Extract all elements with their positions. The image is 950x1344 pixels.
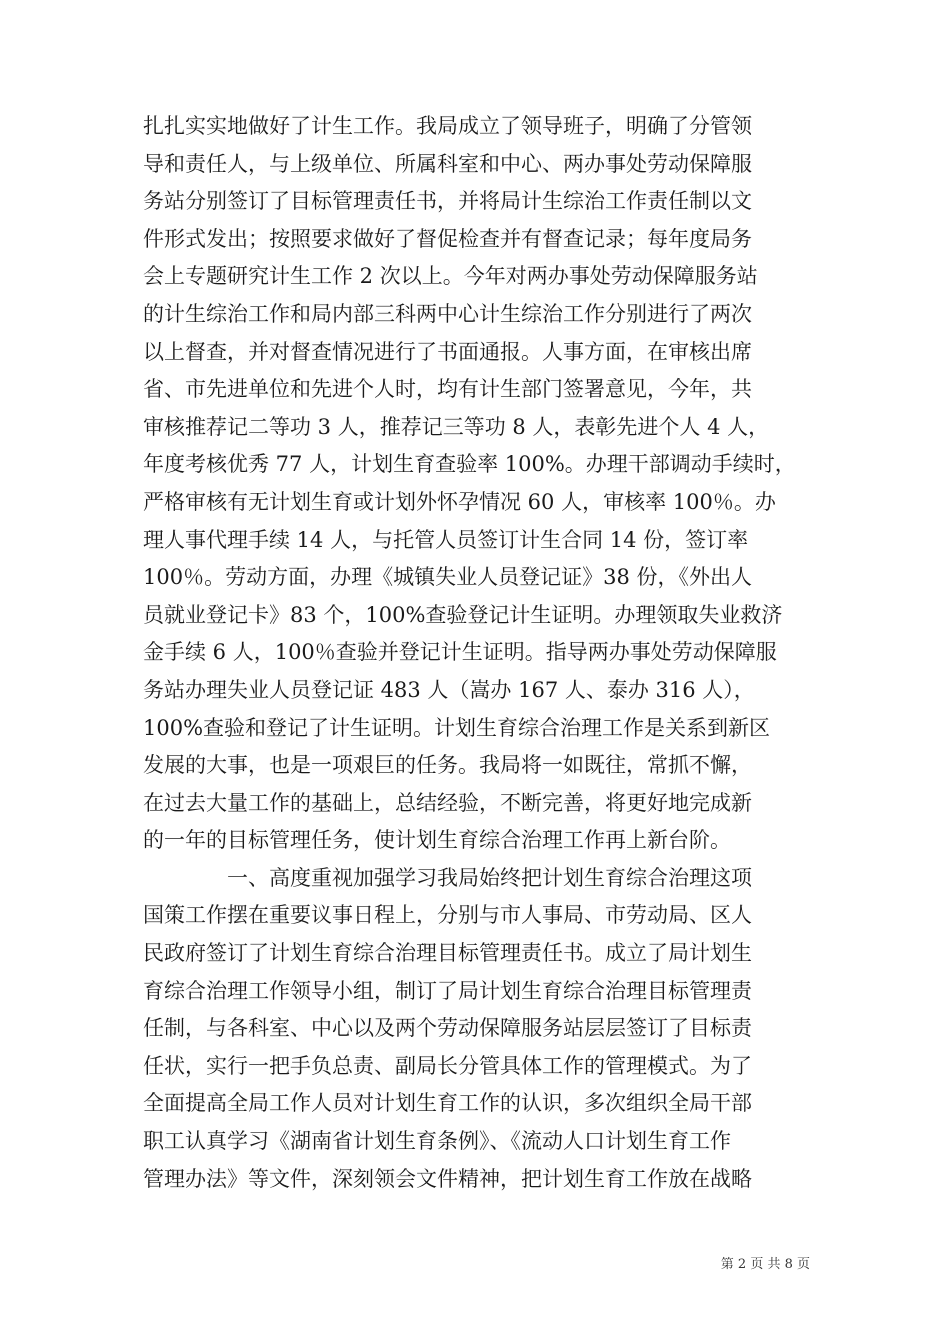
text-line: 会上专题研究计生工作 2 次以上。今年对两办事处劳动保障服务站 xyxy=(143,264,758,289)
text-line: 任状，实行一把手负总责、副局长分管具体工作的管理模式。为了 xyxy=(143,1053,752,1078)
document-body xyxy=(143,108,807,1198)
text-line: 扎扎实实地做好了计生工作。我局成立了领导班子，明确了分管领 xyxy=(143,114,752,138)
text-line: 务站办理失业人员登记证 483 人（嵩办 167 人、泰办 316 人）， xyxy=(143,677,755,702)
text-line: 管理办法》等文件，深刻领会文件精神，把计划生育工作放在战略 xyxy=(143,1166,752,1191)
text-line: 育综合治理工作领导小组，制订了局计划生育综合治理目标管理责 xyxy=(143,978,752,1003)
text-line: 职工认真学习《湖南省计划生育条例》、《流动人口计划生育工作 xyxy=(143,1129,731,1154)
page-number-footer: 第 2 页 共 8 页 xyxy=(720,1257,810,1272)
text-line: 员就业登记卡》83 个，100%查验登记计生证明。办理领取失业救济 xyxy=(143,602,783,627)
text-line: 以上督查，并对督查情况进行了书面通报。人事方面，在审核出席 xyxy=(143,339,752,364)
text-line: 的计生综治工作和局内部三科两中心计生综治工作分别进行了两次 xyxy=(143,301,752,326)
text-line: 国策工作摆在重要议事日程上，分别与市人事局、市劳动局、区人 xyxy=(143,903,752,928)
text-line: 审核推荐记二等功 3 人，推荐记三等功 8 人，表彰先进个人 4 人， xyxy=(143,414,770,439)
text-line: 一、高度重视加强学习我局始终把计划生育综合治理这项 xyxy=(143,865,752,890)
text-line: 全面提高全局工作人员对计划生育工作的认识，多次组织全局干部 xyxy=(143,1091,752,1116)
text-line: 100％。劳动方面，办理《城镇失业人员登记证》38 份，《外出人 xyxy=(143,565,752,590)
text-line: 严格审核有无计划生育或计划外怀孕情况 60 人，审核率 100％。办 xyxy=(143,489,776,514)
text-line: 省、市先进单位和先进个人时，均有计生部门签署意见，今年，共 xyxy=(143,377,752,402)
text-line: 务站分别签订了目标管理责任书，并将局计生综治工作责任制以文 xyxy=(143,189,752,214)
text-line: 件形式发出；按照要求做好了督促检查并有督查记录；每年度局务 xyxy=(143,226,752,251)
text-line: 发展的大事，也是一项艰巨的任务。我局将一如既往，常抓不懈， xyxy=(143,753,752,778)
text-line: 年度考核优秀 77 人，计划生育查验率 100%。办理干部调动手续时， xyxy=(143,452,796,477)
text-line: 导和责任人，与上级单位、所属科室和中心、两办事处劳动保障服 xyxy=(143,151,752,176)
text-line: 金手续 6 人，100％查验并登记计生证明。指导两办事处劳动保障服 xyxy=(143,640,777,665)
text-line: 民政府签订了计划生育综合治理目标管理责任书。成立了局计划生 xyxy=(143,941,752,966)
text-line: 理人事代理手续 14 人，与托管人员签订计生合同 14 份，签订率 xyxy=(143,527,749,552)
text-line: 100%查验和登记了计生证明。计划生育综合治理工作是关系到新区 xyxy=(143,715,771,740)
text-line: 的一年的目标管理任务，使计划生育综合治理工作再上新台阶。 xyxy=(143,828,731,853)
text-line: 任制，与各科室、中心以及两个劳动保障服务站层层签订了目标责 xyxy=(143,1016,752,1041)
text-line: 在过去大量工作的基础上，总结经验，不断完善，将更好地完成新 xyxy=(143,790,752,815)
